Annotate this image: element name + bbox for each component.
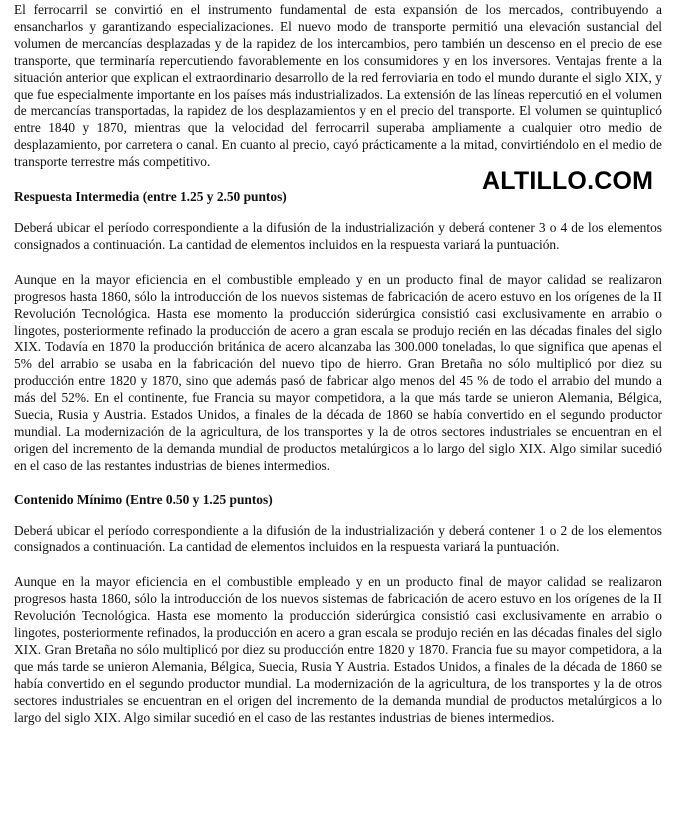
body-paragraph-minimo: Aunque en la mayor eficiencia en el combustible empleado y en un producto final de mayor calidad se realizaron progresos hasta 1860, sólo la introducción de los nuevos sistemas de fabricación de acero estuvo en los orígenes de la II Revolución Tecnológica. Hasta ese momento la producción siderúrgica consistió casi exclusivamente en arrabio o lingotes, posteriormente refinados, la producción en acero a gran escala se produjo recién en las décadas finales del siglo XIX. Gran Bretaña no sólo multiplicó por diez su producción entre 1820 y 1870. Francia fue su mayor competidora, a la que más tarde se unieron Alemania, Bélgica, Suecia, Rusia Y Austria. Estados Unidos, a finales de la década de 1860 se había convertido en el segundo productor mundial. La modernización de la agricultura, de los transportes y la de otros sectores industriales se encuentran en el origen del incremento de la demanda mundial de productos metalúrgicos a lo largo del siglo XIX. Algo similar sucedió en el caso de las restantes industrias de bienes intermedios. — [14, 574, 662, 725]
intro-paragraph: El ferrocarril se convirtió en el instrumento fundamental de esta expansión de los mercados, contribuyendo a ensancharlos y garantizando especializaciones. El nuevo modo de transporte permitió una elevación sustancial del volumen de mercancías desplazadas y de la rapidez de los intercambios, pero también un descenso en el precio de ese transporte, que terminaría repercutiendo favorablemente en los consumidores y en los inversores. Ventajas frente a la situación anterior que explican el extraordinario desarrollo de la red ferroviaria en todo el mundo durante el siglo XIX, y que fue especialmente importante en los países más industrializados. La extensión de las líneas repercutió en el volumen de mercancías transportadas, la rapidez de los desplazamientos y en el precio del transporte. El volumen se quintuplicó entre 1840 y 1870, mientras que la velocidad del ferrocarril superaba ampliamente a cualquier otro medio de desplazamiento, por carretera o canal. En cuanto al precio, cayó prácticamente a la mitad, convirtiéndolo en el medio de transporte terrestre más competitivo. — [14, 2, 662, 170]
spacer — [14, 556, 662, 574]
section-heading-intermedia: Respuesta Intermedia (entre 1.25 y 2.50 puntos) — [14, 189, 287, 205]
body-paragraph-intermedia: Aunque en la mayor eficiencia en el combustible empleado y en un producto final de mayor calidad se realizaron progresos hasta 1860, sólo la introducción de los nuevos sistemas de fabricación de acero estuvo en los orígenes de la II Revolución Tecnológica. Hasta ese momento la producción siderúrgica consistió casi exclusivamente en arrabio o lingotes, posteriormente refinado la producción de acero a gran escala se produjo recién en las décadas finales del siglo XIX. Todavía en 1870 la producción británica de acero alcanzaba las 300.000 toneladas, lo que significa que apenas el 5% del arrabio se usaba en la fabricación del nuevo tipo de hierro. Gran Bretaña no sólo multiplicó por diez su producción entre 1820 y 1870, sino que además pasó de fabricar algo menos del 45 % de todo el arrabio del mundo a más del 52%. En el continente, fue Francia su mayor competidora, a la que más tarde se unieron Alemania, Bélgica, Suecia, Rusia y Austria. Estados Unidos, a finales de la década de 1860 se había convertido en el segundo productor mundial. La modernización de la agricultura, de los transportes y la de otros sectores industriales se encuentran en el origen del incremento de la demanda mundial de productos metalúrgicos a lo largo del siglo XIX. Algo similar sucedió en el caso de las restantes industrias de bienes intermedios. — [14, 271, 662, 473]
document-page — [14, 2, 662, 727]
spacer — [14, 206, 662, 220]
section-heading-minimo: Contenido Mínimo (Entre 0.50 y 1.25 puntos) — [14, 491, 273, 507]
altillo-watermark: ALTILLO.COM — [482, 167, 654, 195]
spacer — [14, 475, 662, 492]
spacer — [14, 254, 662, 272]
instruction-paragraph-intermedia: Deberá ubicar el período correspondiente a la difusión de la industrialización y deberá contener 3 o 4 de los elementos consignados a continuación. La cantidad de elementos incluidos en la respuesta variará la puntuación. — [14, 219, 662, 252]
spacer — [14, 509, 662, 523]
instruction-paragraph-minimo: Deberá ubicar el período correspondiente a la difusión de la industrialización y deberá contener 1 o 2 de los elementos consignados a continuación. La cantidad de elementos incluidos en la respuesta variará la puntuación. — [14, 522, 662, 555]
